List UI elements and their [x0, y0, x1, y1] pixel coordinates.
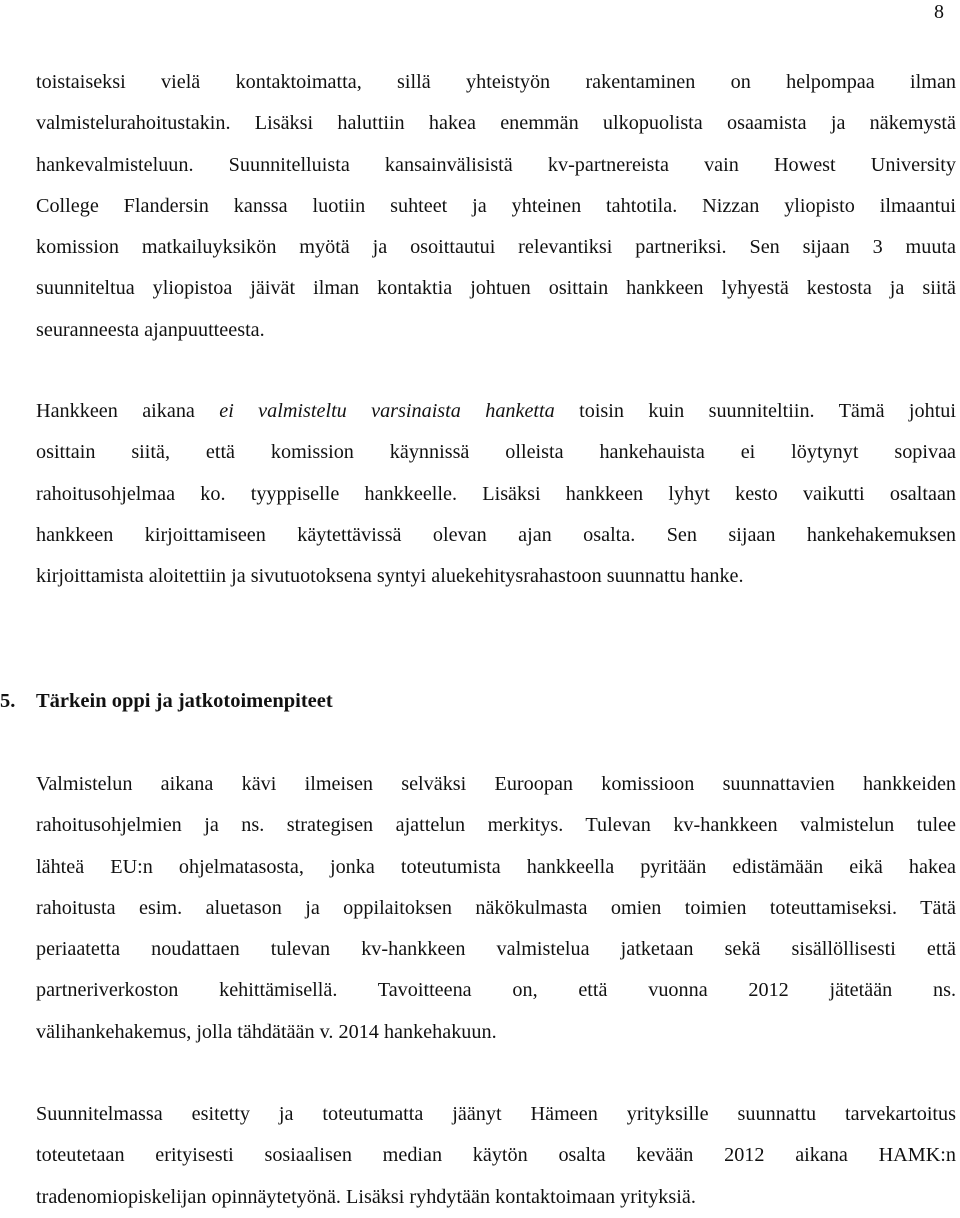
text-line: kirjoittamista aloitettiin ja sivutuotoksena syntyi aluekehitysrahastoon suunnattu hanke.: [36, 565, 744, 588]
text-line: Valmistelun aikana kävi ilmeisen selväksi Euroopan komissioon suunnattavien hankkeiden: [36, 773, 956, 795]
text-line: periaatetta noudattaen tulevan kv-hankkeen valmistelua jatketaan sekä sisällöllisesti että: [36, 938, 956, 961]
text-line: rahoitusohjelmien ja ns. strategisen ajattelun merkitys. Tulevan kv-hankkeen valmistelun tulee: [36, 814, 956, 837]
text-line: toteutetaan erityisesti sosiaalisen median käytön osalta kevään 2012 aikana HAMK:n: [36, 1144, 956, 1167]
text-line: toistaiseksi vielä kontaktoimatta, sillä yhteistyön rakentaminen on helpompaa ilman: [36, 71, 956, 93]
paragraph-3: [36, 764, 956, 1053]
text-line: tradenomiopiskelijan opinnäytetyönä. Lisäksi ryhdytään kontaktoimaan yrityksiä.: [36, 1185, 696, 1208]
text-line: osittain siitä, että komission käynnissä olleista hankehauista ei löytynyt sopivaa: [36, 441, 956, 464]
paragraph-2: [36, 391, 956, 597]
text-line: partneriverkoston kehittämisellä. Tavoitteena on, että vuonna 2012 jätetään ns.: [36, 979, 956, 1002]
paragraph-4: [36, 1094, 956, 1218]
text-run: toisin kuin suunniteltiin. Tämä johtui: [554, 400, 957, 422]
text-line: seuranneesta ajanpuutteesta.: [36, 318, 265, 341]
text-line: valmistelurahoitustakin. Lisäksi haluttiin hakea enemmän ulkopuolista osaamista ja näkemystä: [36, 112, 956, 135]
text-line: rahoitusohjelmaa ko. tyyppiselle hankkeelle. Lisäksi hankkeen lyhyt kesto vaikutti osaltaan: [36, 482, 956, 505]
text-line: College Flandersin kanssa luotiin suhteet ja yhteinen tahtotila. Nizzan yliopisto ilmaantui: [36, 194, 956, 217]
text-line: komission matkailuyksikön myötä ja osoittautui relevantiksi partneriksi. Sen sijaan 3 muuta: [36, 236, 956, 259]
paragraph-1: [36, 62, 956, 351]
italic-phrase: ei valmisteltu varsinaista hanketta: [219, 400, 555, 422]
section-number: 5.: [0, 690, 16, 712]
text-line: rahoitusta esim. aluetason ja oppilaitoksen näkökulmasta omien toimien toteuttamiseksi. Tätä: [36, 896, 956, 919]
text-line: suunniteltua yliopistoa jäivät ilman kontaktia johtuen osittain hankkeen lyhyestä kestosta ja siitä: [36, 277, 956, 300]
text-line: hankevalmisteluun. Suunnitelluista kansainvälisistä kv-partnereista vain Howest University: [36, 153, 956, 176]
page-number: 8: [934, 1, 944, 23]
text-line: hankkeen kirjoittamiseen käytettävissä olevan ajan osalta. Sen sijaan hankehakemuksen: [36, 523, 956, 546]
text-line: [36, 391, 956, 432]
text-line: lähteä EU:n ohjelmatasosta, jonka toteutumista hankkeella pyritään edistämään eikä hakea: [36, 855, 956, 878]
text-line: välihankehakemus, jolla tähdätään v. 2014 hankehakuun.: [36, 1020, 497, 1043]
text-line: Suunnitelmassa esitetty ja toteutumatta jäänyt Hämeen yrityksille suunnattu tarvekartoitus: [36, 1103, 956, 1125]
text-run: Hankkeen aikana: [36, 400, 220, 422]
section-title: Tärkein oppi ja jatkotoimenpiteet: [36, 690, 333, 712]
section-heading: [0, 686, 333, 716]
